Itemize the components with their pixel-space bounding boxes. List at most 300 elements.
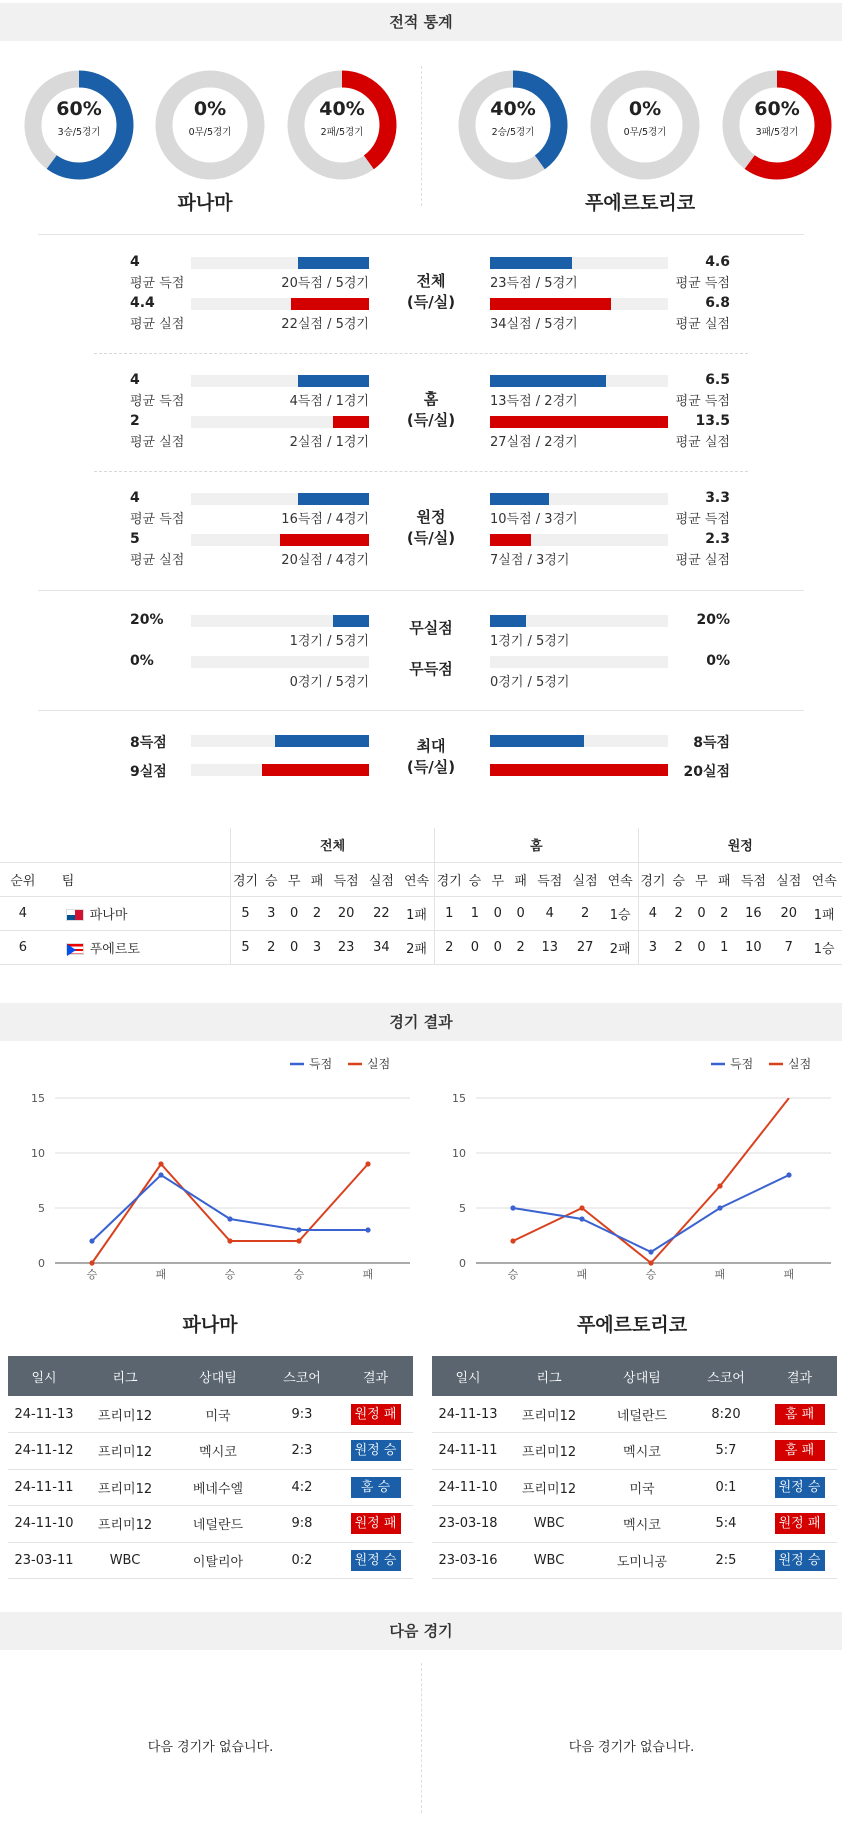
results-row bbox=[432, 1396, 837, 1433]
home-stat-bar-text: 20실점 / 4경기 bbox=[281, 553, 369, 568]
donut-percent: 60% bbox=[754, 98, 800, 120]
standings-cell: 0 bbox=[486, 930, 509, 964]
standings-cell: 7 bbox=[771, 930, 806, 964]
results-score: 5:4 bbox=[690, 1506, 762, 1543]
divider bbox=[38, 234, 804, 235]
standings-cell: 0 bbox=[486, 896, 509, 930]
away-stat-bar bbox=[490, 416, 668, 428]
standings-cell: 1 bbox=[464, 896, 487, 930]
away-stat-bar-track bbox=[490, 416, 668, 428]
standings-cell: 20 bbox=[328, 896, 363, 930]
standings-cell: 22 bbox=[364, 896, 399, 930]
donut-percent: 40% bbox=[490, 98, 536, 120]
result-badge: 홈 패 bbox=[775, 1404, 825, 1425]
standings-corner bbox=[0, 828, 231, 862]
standings-column-header: 실점 bbox=[771, 862, 806, 896]
stat-group-label-line: (득/실) bbox=[406, 529, 456, 547]
home-stat-bar-text: 2실점 / 1경기 bbox=[289, 435, 369, 450]
series-line-conceded bbox=[92, 1164, 368, 1263]
win-rate-donut bbox=[722, 70, 832, 180]
donut-percent: 0% bbox=[193, 98, 227, 120]
away-stat-bar bbox=[490, 534, 531, 546]
away-stat-bar-text: 1경기 / 5경기 bbox=[490, 634, 570, 649]
away-stat-bar-track bbox=[490, 615, 668, 627]
results-row bbox=[432, 1542, 837, 1579]
standings-rank: 4 bbox=[0, 896, 46, 930]
results-outcome bbox=[762, 1396, 837, 1433]
home-stat-bar-track bbox=[191, 375, 369, 387]
results-outcome bbox=[762, 1433, 837, 1470]
standings-column-header: 연속 bbox=[603, 862, 638, 896]
results-league: 프리미12 bbox=[504, 1433, 594, 1470]
results-score: 8:20 bbox=[690, 1396, 762, 1433]
away-next-msg: 다음 경기가 없습니다. bbox=[568, 1740, 695, 1755]
y-tick-label: 0 bbox=[459, 1257, 466, 1270]
home-stat-bar bbox=[298, 375, 369, 387]
x-tick-label: 승 bbox=[224, 1268, 236, 1281]
results-column-header: 상대팀 bbox=[594, 1356, 690, 1396]
result-badge: 원정 승 bbox=[351, 1440, 401, 1461]
results-date: 24-11-10 bbox=[8, 1506, 80, 1543]
standings-column-header: 승 bbox=[464, 862, 487, 896]
standings-cell: 16 bbox=[736, 896, 771, 930]
home-stat-value: 2 bbox=[130, 413, 140, 429]
standings-cell: 2 bbox=[667, 930, 690, 964]
data-point bbox=[510, 1205, 515, 1210]
home-team-title: 파나마 bbox=[177, 192, 233, 214]
standings-cell: 0 bbox=[509, 896, 532, 930]
standings-team bbox=[46, 930, 231, 964]
results-date: 23-03-18 bbox=[432, 1506, 504, 1543]
standings-column-header: 실점 bbox=[364, 862, 399, 896]
results-date: 24-11-12 bbox=[8, 1433, 80, 1470]
away-stat-bar-text: 34실점 / 5경기 bbox=[490, 317, 578, 332]
standings-cell: 4 bbox=[532, 896, 567, 930]
away-score-chart bbox=[421, 1050, 842, 1290]
home-stat-bar-text: 16득점 / 4경기 bbox=[281, 512, 369, 527]
home-stat-bar-text: 22실점 / 5경기 bbox=[281, 317, 369, 332]
results-league: 프리미12 bbox=[80, 1469, 170, 1506]
results-league: 프리미12 bbox=[80, 1433, 170, 1470]
data-point bbox=[579, 1205, 584, 1210]
standings-cell: 2패 bbox=[603, 930, 638, 964]
standings-cell: 5 bbox=[231, 930, 260, 964]
results-league: 프리미12 bbox=[504, 1469, 594, 1506]
legend-label: 득점 bbox=[309, 1057, 333, 1071]
standings-column-header: 득점 bbox=[532, 862, 567, 896]
x-tick-label: 패 bbox=[783, 1268, 795, 1281]
results-date: 24-11-13 bbox=[8, 1396, 80, 1433]
data-point bbox=[717, 1183, 722, 1188]
data-point bbox=[510, 1238, 515, 1243]
standings-column-header: 연속 bbox=[399, 862, 434, 896]
standings-cell: 2 bbox=[434, 930, 463, 964]
clean-sheet-label: 무득점 bbox=[409, 660, 453, 678]
results-column-header: 결과 bbox=[762, 1356, 837, 1396]
results-column-header: 일시 bbox=[432, 1356, 504, 1396]
standings-cell: 1패 bbox=[806, 896, 842, 930]
standings-rank: 6 bbox=[0, 930, 46, 964]
home-stat-value: 20% bbox=[130, 612, 164, 628]
results-row bbox=[432, 1469, 837, 1506]
standings-cell: 2패 bbox=[399, 930, 434, 964]
away-stat-label: 평균 득점 bbox=[675, 394, 730, 409]
donut-subtext: 0무/5경기 bbox=[623, 127, 667, 138]
standings-column-header: 무 bbox=[690, 862, 713, 896]
standings-cell: 0 bbox=[283, 930, 306, 964]
y-tick-label: 10 bbox=[452, 1147, 466, 1160]
away-stat-label: 평균 실점 bbox=[675, 553, 730, 568]
results-date: 24-11-11 bbox=[8, 1469, 80, 1506]
divider bbox=[94, 353, 748, 354]
x-tick-label: 승 bbox=[645, 1268, 657, 1281]
results-opp: 이탈리아 bbox=[170, 1542, 266, 1579]
away-stat-bar-track bbox=[490, 298, 668, 310]
result-badge: 원정 패 bbox=[351, 1513, 401, 1534]
standings-column-header: 득점 bbox=[736, 862, 771, 896]
y-tick-label: 5 bbox=[38, 1202, 45, 1215]
standings-cell: 1승 bbox=[603, 896, 638, 930]
home-stat-bar bbox=[298, 257, 369, 269]
stat-group-label-line: 홈 bbox=[423, 390, 439, 408]
standings-column-header: 순위 bbox=[0, 862, 46, 896]
home-stat-bar bbox=[298, 493, 369, 505]
data-point bbox=[717, 1205, 722, 1210]
away-stat-value: 2.3 bbox=[705, 531, 730, 547]
away-stat-label: 평균 실점 bbox=[675, 317, 730, 332]
standings-cell: 1패 bbox=[399, 896, 434, 930]
results-row bbox=[8, 1396, 413, 1433]
results-opp: 네덜란드 bbox=[594, 1396, 690, 1433]
standings-cell: 0 bbox=[690, 930, 713, 964]
results-league: WBC bbox=[504, 1506, 594, 1543]
y-tick-label: 15 bbox=[31, 1092, 45, 1105]
clean-sheet-label: 무실점 bbox=[409, 619, 453, 637]
results-score: 2:5 bbox=[690, 1542, 762, 1579]
standings-column-header: 팀 bbox=[46, 862, 231, 896]
standings-column-header: 승 bbox=[260, 862, 283, 896]
home-stat-bar-track bbox=[191, 493, 369, 505]
home-stat-bar-text: 1경기 / 5경기 bbox=[289, 634, 369, 649]
home-stat-bar-track bbox=[191, 298, 369, 310]
standings-cell: 2 bbox=[509, 930, 532, 964]
home-stat-label: 평균 실점 bbox=[130, 435, 185, 450]
series-line-scored bbox=[513, 1175, 789, 1252]
results-score: 0:1 bbox=[690, 1469, 762, 1506]
results-league: WBC bbox=[80, 1542, 170, 1579]
result-badge: 원정 패 bbox=[775, 1513, 825, 1534]
results-outcome bbox=[762, 1542, 837, 1579]
divider bbox=[94, 471, 748, 472]
donut-subtext: 3패/5경기 bbox=[755, 127, 799, 138]
standings-column-header: 무 bbox=[486, 862, 509, 896]
donut-subtext: 2패/5경기 bbox=[320, 127, 364, 138]
standings-team-name: 푸에르토 bbox=[89, 941, 140, 957]
max-score-label-line: (득/실) bbox=[406, 758, 456, 776]
standings-column-header: 실점 bbox=[567, 862, 602, 896]
results-score: 0:2 bbox=[266, 1542, 338, 1579]
data-point bbox=[579, 1216, 584, 1221]
standings-column-header: 득점 bbox=[328, 862, 363, 896]
standings-team-name: 파나마 bbox=[89, 907, 128, 923]
away-stat-label: 평균 실점 bbox=[675, 435, 730, 450]
standings-column-header: 패 bbox=[509, 862, 532, 896]
data-point bbox=[227, 1238, 232, 1243]
donut-subtext: 0무/5경기 bbox=[188, 127, 232, 138]
result-badge: 홈 승 bbox=[351, 1477, 401, 1498]
divider bbox=[38, 590, 804, 591]
results-date: 23-03-11 bbox=[8, 1542, 80, 1579]
home-stat-value: 4 bbox=[130, 372, 140, 388]
standings-cell: 1 bbox=[713, 930, 736, 964]
away-stat-label: 평균 득점 bbox=[675, 276, 730, 291]
away-stat-value: 6.8 bbox=[705, 295, 730, 311]
home-stat-bar-text: 20득점 / 5경기 bbox=[281, 276, 369, 291]
home-stat-label: 평균 실점 bbox=[130, 553, 185, 568]
away-team-title: 푸에르토리코 bbox=[584, 192, 696, 214]
donut-percent: 0% bbox=[628, 98, 662, 120]
standings-table bbox=[0, 828, 842, 965]
data-point bbox=[648, 1249, 653, 1254]
win-rate-donut bbox=[458, 70, 568, 180]
standings-cell: 0 bbox=[690, 896, 713, 930]
results-column-header: 결과 bbox=[338, 1356, 413, 1396]
results-score: 4:2 bbox=[266, 1469, 338, 1506]
results-opp: 멕시코 bbox=[170, 1433, 266, 1470]
home-stat-bar-text: 4득점 / 1경기 bbox=[289, 394, 369, 409]
results-score: 9:3 bbox=[266, 1396, 338, 1433]
series-line-conceded bbox=[513, 1098, 789, 1263]
x-tick-label: 승 bbox=[293, 1268, 305, 1281]
away-team-chart-title: 푸에르토리코 bbox=[576, 1314, 688, 1336]
standings-cell: 10 bbox=[736, 930, 771, 964]
away-stat-bar-text: 23득점 / 5경기 bbox=[490, 276, 578, 291]
standings-column-header: 패 bbox=[713, 862, 736, 896]
result-badge: 홈 패 bbox=[775, 1440, 825, 1461]
data-point bbox=[89, 1260, 94, 1265]
result-badge: 원정 승 bbox=[775, 1477, 825, 1498]
standings-cell: 20 bbox=[771, 896, 806, 930]
max-score-label bbox=[391, 736, 471, 778]
results-date: 24-11-13 bbox=[432, 1396, 504, 1433]
home-team-chart-title: 파나마 bbox=[182, 1314, 238, 1336]
away-stat-bar-text: 7실점 / 3경기 bbox=[490, 553, 570, 568]
donut-subtext: 2승/5경기 bbox=[491, 127, 535, 138]
away-stat-value: 6.5 bbox=[705, 372, 730, 388]
home-stat-bar-track bbox=[191, 656, 369, 668]
results-outcome bbox=[762, 1469, 837, 1506]
center-divider bbox=[421, 66, 422, 206]
results-opp: 네덜란드 bbox=[170, 1506, 266, 1543]
standings-team bbox=[46, 896, 231, 930]
standings-cell: 3 bbox=[260, 896, 283, 930]
stat-group-label bbox=[391, 271, 471, 313]
x-tick-label: 승 bbox=[86, 1268, 98, 1281]
home-stat-bar-track bbox=[191, 615, 369, 627]
results-row bbox=[8, 1542, 413, 1579]
x-tick-label: 패 bbox=[362, 1268, 374, 1281]
standings-group-header: 원정 bbox=[638, 828, 842, 862]
standings-cell: 2 bbox=[567, 896, 602, 930]
results-row bbox=[432, 1506, 837, 1543]
max-score-label-line: 최대 bbox=[416, 737, 446, 755]
away-stat-bar bbox=[490, 735, 584, 747]
results-column-header: 스코어 bbox=[266, 1356, 338, 1396]
standings-cell: 13 bbox=[532, 930, 567, 964]
donut-subtext: 3승/5경기 bbox=[57, 127, 101, 138]
results-outcome bbox=[338, 1469, 413, 1506]
home-stat-value: 9실점 bbox=[130, 764, 167, 780]
standings-cell: 27 bbox=[567, 930, 602, 964]
puerto-rico-flag bbox=[66, 943, 84, 955]
home-stat-value: 4.4 bbox=[130, 295, 155, 311]
results-league: WBC bbox=[504, 1542, 594, 1579]
results-column-header: 일시 bbox=[8, 1356, 80, 1396]
away-stat-bar-track bbox=[490, 656, 668, 668]
data-point bbox=[296, 1238, 301, 1243]
divider bbox=[38, 710, 804, 711]
results-score: 9:8 bbox=[266, 1506, 338, 1543]
results-opp: 미국 bbox=[594, 1469, 690, 1506]
away-stat-bar-text: 27실점 / 2경기 bbox=[490, 435, 578, 450]
stats-section-title: 전적 통계 bbox=[0, 3, 842, 41]
data-point bbox=[648, 1260, 653, 1265]
results-section-title: 경기 결과 bbox=[0, 1003, 842, 1041]
x-tick-label: 승 bbox=[507, 1268, 519, 1281]
standings-cell: 4 bbox=[638, 896, 667, 930]
home-next-msg: 다음 경기가 없습니다. bbox=[147, 1740, 274, 1755]
home-stat-bar bbox=[262, 764, 369, 776]
results-outcome bbox=[338, 1542, 413, 1579]
away-stat-bar bbox=[490, 615, 526, 627]
data-point bbox=[365, 1161, 370, 1166]
standings-group-header: 전체 bbox=[231, 828, 435, 862]
home-stat-value: 0% bbox=[130, 653, 154, 669]
home-stat-bar-track bbox=[191, 735, 369, 747]
results-opp: 멕시코 bbox=[594, 1433, 690, 1470]
standings-column-header: 경기 bbox=[638, 862, 667, 896]
data-point bbox=[786, 1172, 791, 1177]
home-stat-label: 평균 득점 bbox=[130, 512, 185, 527]
away-stat-bar bbox=[490, 298, 611, 310]
home-stat-bar bbox=[275, 735, 369, 747]
result-badge: 원정 패 bbox=[351, 1404, 401, 1425]
home-stat-value: 5 bbox=[130, 531, 140, 547]
away-stat-value: 13.5 bbox=[695, 413, 730, 429]
results-outcome bbox=[338, 1506, 413, 1543]
standings-cell: 3 bbox=[306, 930, 329, 964]
results-outcome bbox=[338, 1396, 413, 1433]
stat-group-label-line: 전체 bbox=[416, 272, 446, 290]
results-league: 프리미12 bbox=[504, 1396, 594, 1433]
home-stat-bar-track bbox=[191, 534, 369, 546]
away-stat-bar bbox=[490, 493, 549, 505]
away-stat-value: 8득점 bbox=[693, 735, 730, 751]
standings-cell: 1승 bbox=[806, 930, 842, 964]
away-stat-bar bbox=[490, 764, 668, 776]
standings-cell: 34 bbox=[364, 930, 399, 964]
legend-label: 실점 bbox=[367, 1057, 391, 1071]
y-tick-label: 0 bbox=[38, 1257, 45, 1270]
results-date: 23-03-16 bbox=[432, 1542, 504, 1579]
data-point bbox=[89, 1238, 94, 1243]
results-opp: 멕시코 bbox=[594, 1506, 690, 1543]
x-tick-label: 패 bbox=[576, 1268, 588, 1281]
win-rate-donut bbox=[590, 70, 700, 180]
x-tick-label: 패 bbox=[714, 1268, 726, 1281]
data-point bbox=[158, 1161, 163, 1166]
away-stat-value: 20% bbox=[696, 612, 730, 628]
win-rate-donut bbox=[287, 70, 397, 180]
away-stat-bar-text: 13득점 / 2경기 bbox=[490, 394, 578, 409]
results-row bbox=[8, 1506, 413, 1543]
results-column-header: 상대팀 bbox=[170, 1356, 266, 1396]
stat-group-label bbox=[391, 389, 471, 431]
results-row bbox=[8, 1469, 413, 1506]
win-rate-donut bbox=[24, 70, 134, 180]
home-stat-value: 8득점 bbox=[130, 735, 167, 751]
standings-cell: 1 bbox=[434, 896, 463, 930]
standings-row bbox=[0, 930, 842, 964]
standings-column-header: 경기 bbox=[434, 862, 463, 896]
home-stat-label: 평균 득점 bbox=[130, 394, 185, 409]
results-opp: 도미니공 bbox=[594, 1542, 690, 1579]
results-date: 24-11-10 bbox=[432, 1469, 504, 1506]
standings-cell: 2 bbox=[713, 896, 736, 930]
away-stat-value: 3.3 bbox=[705, 490, 730, 506]
results-score: 5:7 bbox=[690, 1433, 762, 1470]
away-stat-bar bbox=[490, 257, 572, 269]
home-stat-value: 4 bbox=[130, 490, 140, 506]
away-stat-bar-text: 0경기 / 5경기 bbox=[490, 675, 570, 690]
away-stat-value: 0% bbox=[706, 653, 730, 669]
away-stat-value: 4.6 bbox=[705, 254, 730, 270]
standings-cell: 0 bbox=[283, 896, 306, 930]
away-stat-value: 20실점 bbox=[683, 764, 730, 780]
standings-cell: 2 bbox=[306, 896, 329, 930]
away-stat-bar bbox=[490, 375, 606, 387]
stat-group-label-line: (득/실) bbox=[406, 293, 456, 311]
standings-cell: 5 bbox=[231, 896, 260, 930]
results-row bbox=[432, 1433, 837, 1470]
result-badge: 원정 승 bbox=[775, 1550, 825, 1571]
standings-row bbox=[0, 896, 842, 930]
standings-cell: 2 bbox=[260, 930, 283, 964]
standings-column-header: 경기 bbox=[231, 862, 260, 896]
standings-column-header: 무 bbox=[283, 862, 306, 896]
stat-group-label bbox=[391, 507, 471, 549]
away-stat-bar-text: 10득점 / 3경기 bbox=[490, 512, 578, 527]
home-stat-label: 평균 득점 bbox=[130, 276, 185, 291]
donut-percent: 40% bbox=[319, 98, 365, 120]
x-tick-label: 패 bbox=[155, 1268, 167, 1281]
legend-label: 득점 bbox=[730, 1057, 754, 1071]
results-league: 프리미12 bbox=[80, 1396, 170, 1433]
away-stat-bar-track bbox=[490, 764, 668, 776]
home-stat-bar bbox=[291, 298, 369, 310]
result-badge: 원정 승 bbox=[351, 1550, 401, 1571]
home-stat-bar-text: 0경기 / 5경기 bbox=[289, 675, 369, 690]
home-score-chart bbox=[0, 1050, 421, 1290]
data-point bbox=[296, 1227, 301, 1232]
standings-cell: 2 bbox=[667, 896, 690, 930]
results-column-header: 스코어 bbox=[690, 1356, 762, 1396]
away-stat-bar-track bbox=[490, 375, 668, 387]
standings-cell: 23 bbox=[328, 930, 363, 964]
home-stat-bar-track bbox=[191, 416, 369, 428]
stat-group-label-line: (득/실) bbox=[406, 411, 456, 429]
donut-percent: 60% bbox=[56, 98, 102, 120]
